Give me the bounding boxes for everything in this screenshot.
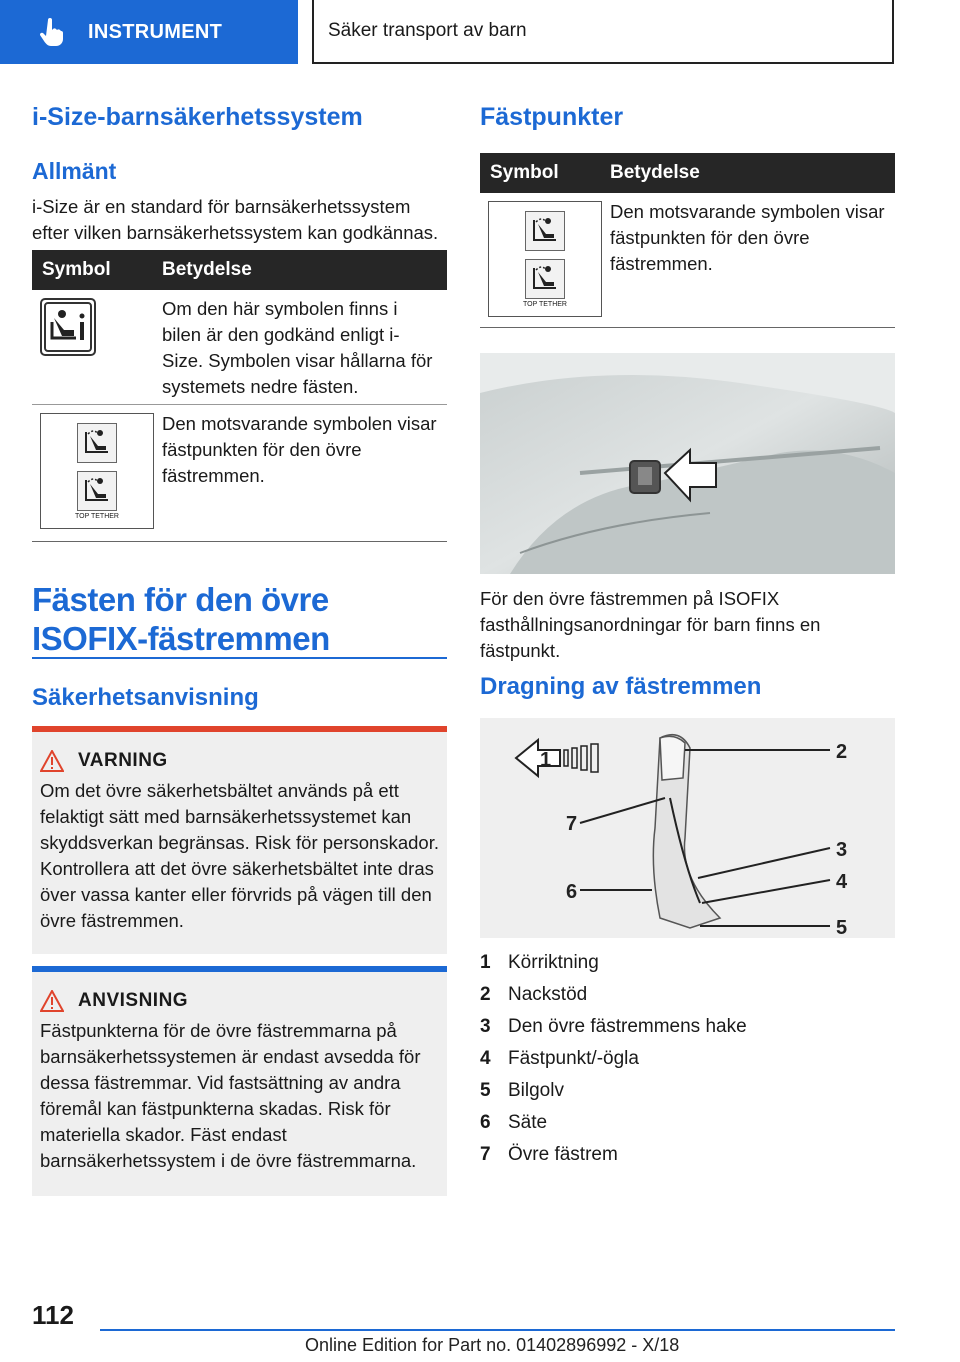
tether-anchor-icon bbox=[525, 211, 565, 251]
warning-triangle-icon bbox=[40, 750, 64, 772]
row-meaning: Om den här symbolen finns i bilen är den godkänd enligt i-Size. Symbolen visar hållarna för systemets nedre fästen. bbox=[162, 298, 433, 397]
section-label: INSTRUMENT bbox=[88, 20, 223, 43]
tether-label: TOP TETHER bbox=[75, 512, 119, 520]
section-tab[interactable] bbox=[0, 0, 298, 64]
warning-title: VARNING bbox=[78, 750, 168, 771]
list-item: 2 Nackstöd bbox=[480, 984, 588, 1005]
diagram-label: 5 bbox=[836, 917, 848, 938]
diagram-label: 4 bbox=[836, 871, 848, 893]
col-meaning: Betydelse bbox=[610, 162, 700, 183]
diagram-legend bbox=[480, 947, 747, 1171]
tether-anchor-icon bbox=[525, 259, 565, 299]
tether-label: TOP TETHER bbox=[523, 300, 567, 308]
anchor-table bbox=[480, 153, 895, 328]
notice-title: ANVISNING bbox=[78, 990, 189, 1011]
footer-edition: Online Edition for Part no. 01402896992 - X/18 bbox=[305, 1335, 680, 1355]
notice-triangle-icon bbox=[40, 990, 64, 1012]
chapter-header bbox=[312, 0, 894, 64]
intro-text: i-Size är en standard för barnsäkerhetssystem efter vilken barnsäkerhetssystem kan godkännas. bbox=[32, 196, 439, 243]
tether-anchor-icon bbox=[77, 423, 117, 463]
list-item: 4 Fästpunkt/-ögla bbox=[480, 1048, 639, 1069]
photo-caption: För den övre fästremmen på ISOFIX fasthållningsanordningar för barn finns en fästpunkt. bbox=[480, 588, 821, 661]
row-meaning: Den motsvarande symbolen visar fästpunkten för den övre fästremmen. bbox=[610, 201, 885, 274]
isize-symbol-icon bbox=[40, 298, 96, 356]
tether-anchor-icon bbox=[77, 471, 117, 511]
routing-heading: Dragning av fästremmen bbox=[480, 673, 762, 700]
row-meaning: Den motsvarande symbolen visar fästpunkten för den övre fästremmen. bbox=[162, 413, 437, 486]
general-heading: Allmänt bbox=[32, 158, 117, 184]
table-row bbox=[480, 193, 895, 328]
routing-diagram bbox=[480, 718, 895, 938]
warning-text: Om det övre säkerhetsbältet används på ett felaktigt sätt med barnsäkerhetssystemet kan skyddsverkan begränsas. Risk för personskador. Kontrollera att det övre säkerhetsbältet inte dras över vassa kanter eller förvrids på vägen till den övre fästremmen. bbox=[40, 780, 439, 931]
list-item: 7 Övre fästrem bbox=[480, 1144, 618, 1165]
list-item: 5 Bilgolv bbox=[480, 1080, 564, 1101]
notice-text: Fästpunkterna för de övre fästremmarna på barnsäkerhetssystemen är endast avsedda för dessa fästremmar. Vid fastsättning av andra föremål kan fästpunkterna skadas. Risk för materiella skador. Fäst endast barnsäkerhetssystem i de övre fästremmarna. bbox=[40, 1020, 421, 1171]
safety-heading: Säkerhetsanvisning bbox=[32, 684, 259, 711]
table-row bbox=[32, 290, 447, 405]
top-tether-symbol bbox=[40, 413, 154, 529]
col-symbol: Symbol bbox=[42, 259, 111, 280]
table-row bbox=[32, 405, 447, 542]
table-header bbox=[480, 153, 895, 193]
diagram-label: 7 bbox=[566, 813, 578, 835]
table-header bbox=[32, 250, 447, 290]
list-item: 6 Säte bbox=[480, 1112, 548, 1133]
diagram-label: 2 bbox=[836, 741, 848, 763]
diagram-label: 1 bbox=[540, 749, 552, 771]
diagram-label: 6 bbox=[566, 881, 578, 903]
col-meaning: Betydelse bbox=[162, 259, 252, 280]
anchor-photo bbox=[480, 353, 895, 574]
chapter-title: Säker transport av barn bbox=[328, 20, 527, 41]
diagram-label: 3 bbox=[836, 839, 848, 861]
heading-divider bbox=[32, 657, 447, 659]
col-symbol: Symbol bbox=[490, 162, 559, 183]
warning-box bbox=[32, 726, 447, 954]
page-number: 112 bbox=[32, 1300, 74, 1330]
notice-box bbox=[32, 966, 447, 1196]
hand-pointer-icon bbox=[40, 18, 64, 46]
isize-heading: i-Size-barnsäkerhetssystem bbox=[32, 103, 363, 131]
isize-table bbox=[32, 250, 447, 542]
anchor-points-heading: Fästpunkter bbox=[480, 103, 624, 131]
list-item: 1 Körriktning bbox=[480, 952, 599, 973]
list-item: 3 Den övre fästremmens hake bbox=[480, 1016, 747, 1037]
isofix-heading: Fästen för den övre ISOFIX-fästremmen bbox=[32, 581, 330, 657]
top-tether-symbol bbox=[488, 201, 602, 317]
footer-divider bbox=[100, 1329, 895, 1331]
